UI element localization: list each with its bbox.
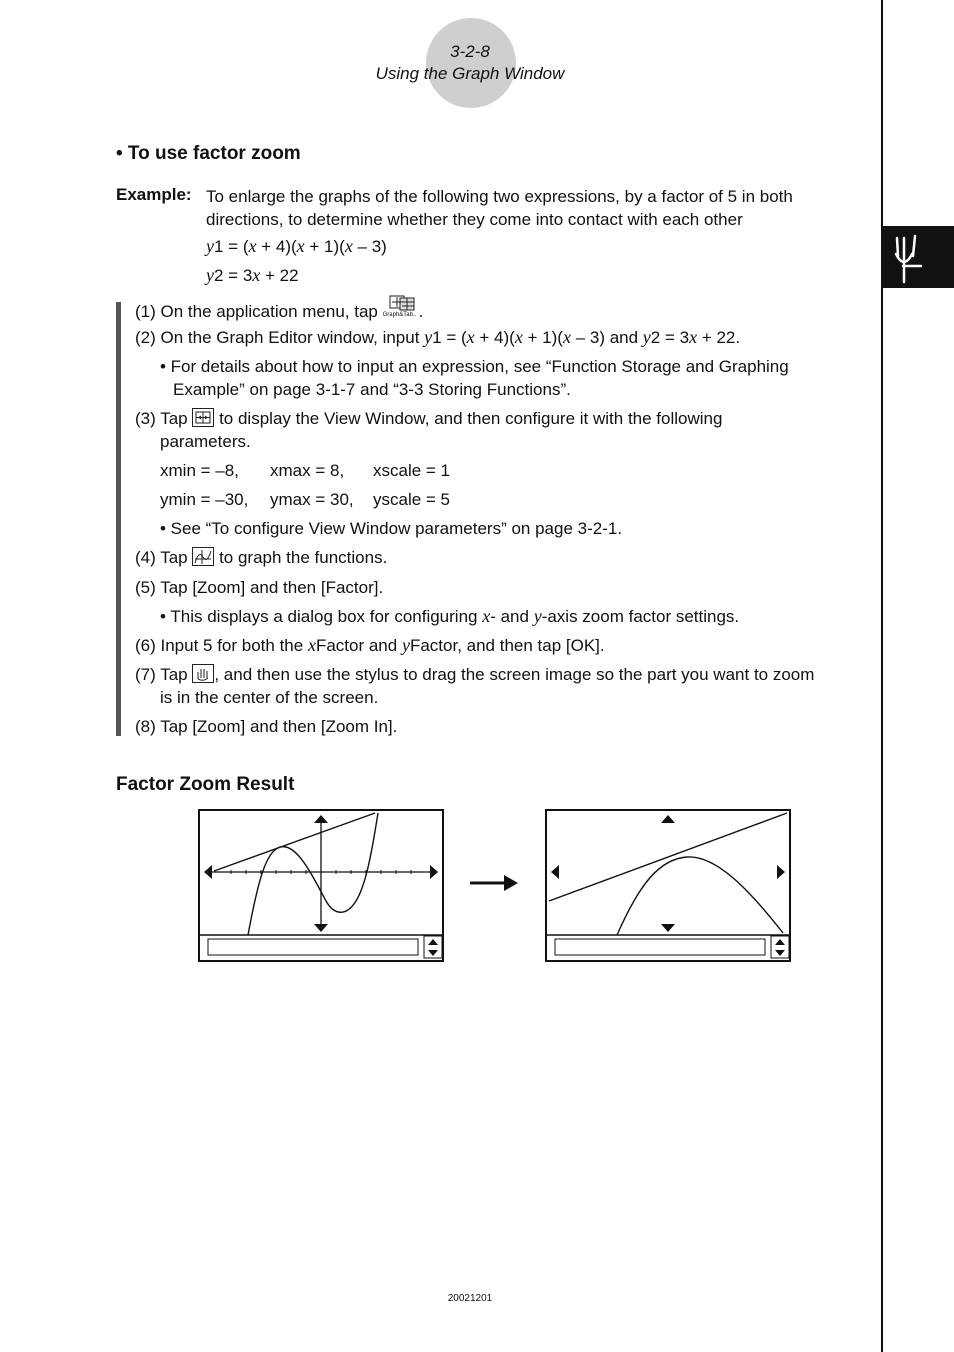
chapter-tab bbox=[883, 226, 954, 288]
pan-hand-icon[interactable] bbox=[192, 664, 214, 683]
graph-table-app-icon-label: Graph&Tab.. bbox=[382, 312, 417, 318]
example-label: Example: bbox=[116, 185, 192, 204]
steps-side-bar bbox=[116, 302, 121, 736]
step-8: (8) Tap [Zoom] and then [Zoom In]. bbox=[135, 717, 398, 736]
example-text: To enlarge the graphs of the following two expressions, by a factor of 5 in both directions, to determine whether they come into contact with each other bbox=[206, 187, 793, 229]
header-circle bbox=[426, 18, 516, 108]
eq1-lhs: y bbox=[206, 236, 214, 256]
graph-draw-icon[interactable] bbox=[192, 547, 214, 566]
step-3-continued: parameters. bbox=[160, 432, 251, 451]
view-window-icon[interactable] bbox=[192, 408, 214, 427]
equation-y2: y2 = 3x + 22 bbox=[206, 265, 299, 285]
graph-after-zoom bbox=[547, 811, 789, 960]
step-7: (7) Tap , and then use the stylus to drag the screen image so the part you want to zoom bbox=[135, 665, 815, 684]
procedure-heading: • To use factor zoom bbox=[116, 143, 301, 164]
screen-before-zoom bbox=[198, 809, 444, 962]
screen-after-zoom bbox=[545, 809, 791, 962]
right-margin-rule bbox=[881, 0, 883, 1352]
graph-before-zoom bbox=[200, 811, 442, 960]
right-arrow-icon bbox=[470, 872, 520, 894]
graph-chapter-icon bbox=[883, 226, 954, 288]
params-row-x: xmin = –8, xmax = 8, xscale = 1 bbox=[160, 461, 451, 480]
footer-code: 20021201 bbox=[447, 1293, 493, 1304]
result-heading: Factor Zoom Result bbox=[116, 774, 295, 795]
step-5-note: • This displays a dialog box for configuring x- and y-axis zoom factor settings. bbox=[160, 606, 740, 626]
step-2-note: • For details about how to input an expression, see “Function Storage and Graphing Example” on page 3-1-7 and “3-3 Storing Functions”. bbox=[160, 357, 789, 399]
step-4: (4) Tap to graph the functions. bbox=[135, 548, 388, 567]
graph-table-app-icon[interactable] bbox=[383, 297, 419, 321]
equation-y1: y1 = (x + 4)(x + 1)(x – 3) bbox=[206, 236, 387, 256]
step-6: (6) Input 5 for both the xFactor and yFactor, and then tap [OK]. bbox=[135, 635, 605, 655]
params-row-y: ymin = –30, ymax = 30, yscale = 5 bbox=[160, 490, 451, 509]
page-number: 3-2-8 bbox=[450, 42, 490, 61]
step-7-continued: is in the center of the screen. bbox=[160, 688, 379, 707]
step-5: (5) Tap [Zoom] and then [Factor]. bbox=[135, 578, 384, 597]
step-2: (2) On the Graph Editor window, input y1 = (x + 4)(x + 1)(x – 3) and y2 = 3x + 22. bbox=[135, 327, 741, 347]
step-3-note: • See “To configure View Window parameters” on page 3-2-1. bbox=[160, 519, 623, 538]
step-3: (3) Tap to display the View Window, and then configure it with the following bbox=[135, 409, 723, 428]
step-1: (1) On the application menu, tap Graph&Tab.. . bbox=[135, 297, 423, 323]
section-title: Using the Graph Window bbox=[375, 64, 565, 83]
